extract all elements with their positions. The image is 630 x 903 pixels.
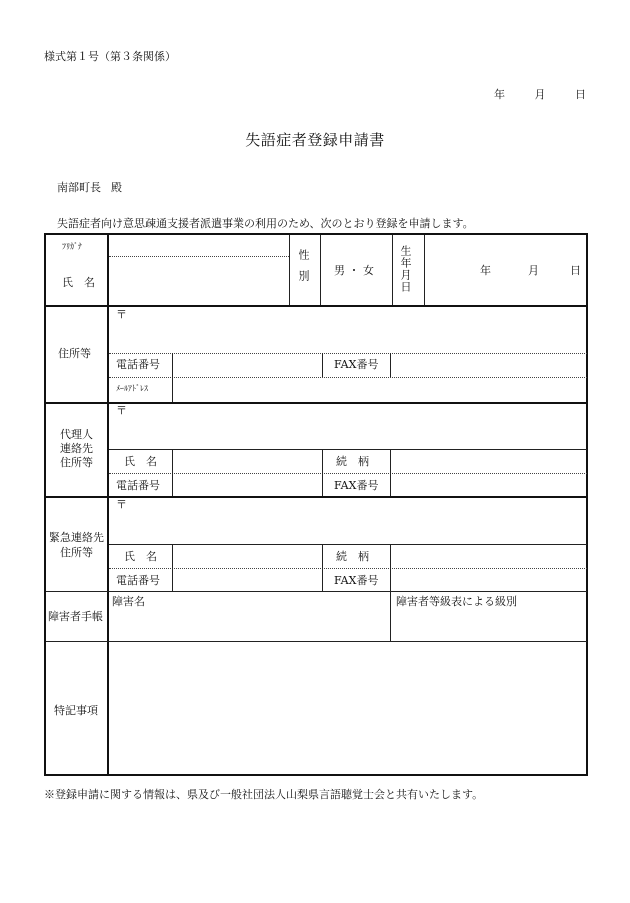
birth-month-label: 月 — [528, 264, 539, 277]
gender-label: 性別 — [297, 249, 310, 291]
addressee-suffix: 殿 — [111, 181, 122, 194]
address-sub-divider — [172, 353, 173, 402]
birth-left-divider — [392, 235, 393, 305]
row-divider-address — [46, 402, 587, 404]
emergency-phone-field[interactable] — [174, 570, 320, 589]
name-field[interactable] — [110, 259, 288, 303]
date-month-label: 月 — [534, 88, 546, 101]
disability-grade-field[interactable] — [394, 609, 586, 639]
row-divider-emergency — [46, 591, 587, 592]
birth-day-label: 日 — [570, 264, 581, 277]
application-form-table — [44, 233, 588, 776]
address-fax-field[interactable] — [392, 355, 586, 375]
intro-text: 失語症者向け意思疎通支援者派遣事業の利用のため、次のとおり登録を申請します。 — [57, 217, 474, 230]
agent-section-label — [46, 428, 107, 470]
gender-right-divider — [320, 235, 321, 305]
emergency-mid-right-divider — [390, 544, 391, 591]
date-year-label: 年 — [494, 88, 505, 101]
emergency-relation-field[interactable] — [392, 546, 586, 566]
furigana-divider — [109, 256, 289, 257]
addressee — [57, 182, 122, 193]
name-label: 氏 名 — [62, 276, 95, 289]
emergency-name-label: 氏 名 — [124, 550, 157, 563]
address-fax-label: FAX番号 — [334, 358, 379, 371]
addressee-name: 南部町長 — [57, 181, 101, 194]
address-fax-left-divider — [322, 353, 323, 377]
emergency-address-field[interactable] — [110, 513, 586, 541]
address-email-field[interactable] — [174, 379, 586, 400]
emergency-relation-label: 続 柄 — [336, 550, 369, 563]
birth-label: 生年月日 — [399, 245, 412, 293]
agent-fax-field[interactable] — [392, 475, 586, 494]
gender-options[interactable]: 男 ・ 女 — [334, 264, 374, 277]
disability-name-field[interactable] — [110, 609, 388, 639]
address-phone-field[interactable] — [174, 355, 320, 375]
emergency-mid-left-divider — [322, 544, 323, 591]
row-divider-agent — [46, 496, 587, 498]
gender-left-divider — [289, 235, 290, 305]
address-email-label: ﾒｰﾙｱﾄﾞﾚｽ — [116, 384, 148, 393]
label-column-divider — [107, 235, 109, 776]
form-number: 様式第１号（第３条関係） — [44, 50, 176, 63]
address-field[interactable] — [110, 323, 586, 351]
agent-label-line3: 住所等 — [60, 456, 93, 469]
birth-right-divider — [424, 235, 425, 305]
row-divider-disability — [46, 641, 587, 642]
address-section-label: 住所等 — [58, 347, 91, 360]
emergency-fax-label: FAX番号 — [334, 574, 379, 587]
disability-section-label: 障害者手帳 — [48, 610, 103, 623]
address-postal-mark: 〒 — [116, 308, 127, 321]
agent-postal-mark: 〒 — [116, 404, 127, 417]
agent-label-line1: 代理人 — [60, 428, 93, 441]
row-divider-name — [46, 305, 587, 307]
disability-grade-label: 障害者等級表による級別 — [396, 595, 517, 608]
emergency-phone-label: 電話番号 — [116, 574, 160, 587]
address-fax-right-divider — [390, 353, 391, 377]
emergency-divider-2 — [109, 568, 587, 569]
agent-phone-field[interactable] — [174, 475, 320, 494]
address-phone-label: 電話番号 — [116, 358, 160, 371]
agent-mid-right-divider — [390, 449, 391, 496]
agent-fax-label: FAX番号 — [334, 479, 379, 492]
agent-name-label: 氏 名 — [124, 455, 157, 468]
notes-field[interactable] — [110, 644, 586, 773]
birth-year-label: 年 — [480, 264, 491, 277]
emergency-fax-field[interactable] — [392, 570, 586, 589]
disability-name-label: 障害名 — [112, 595, 145, 608]
emergency-postal-mark: 〒 — [116, 498, 127, 511]
address-divider-1 — [109, 353, 587, 354]
disability-mid-divider — [390, 591, 391, 641]
agent-address-field[interactable] — [110, 419, 586, 447]
agent-relation-label: 続 柄 — [336, 455, 369, 468]
emergency-section-label — [46, 530, 107, 560]
emergency-name-field[interactable] — [174, 546, 320, 566]
application-date — [494, 89, 586, 100]
footnote: ※登録申請に関する情報は、県及び一般社団法人山梨県言語聴覚士会と共有いたします。 — [44, 788, 484, 801]
address-divider-2 — [109, 377, 587, 378]
agent-relation-field[interactable] — [392, 451, 586, 471]
agent-divider-2 — [109, 473, 587, 474]
agent-name-field[interactable] — [174, 451, 320, 471]
emergency-sub-divider — [172, 544, 173, 591]
emergency-label-line1: 緊急連絡先 — [49, 531, 104, 544]
date-day-label: 日 — [575, 88, 586, 101]
agent-phone-label: 電話番号 — [116, 479, 160, 492]
agent-divider-1 — [109, 449, 587, 450]
furigana-label: ﾌﾘｶﾞﾅ — [62, 242, 82, 251]
birth-date-field[interactable] — [426, 265, 586, 277]
furigana-field[interactable] — [110, 238, 288, 255]
agent-sub-divider — [172, 449, 173, 496]
form-title: 失語症者登録申請書 — [245, 131, 385, 149]
agent-label-line2: 連絡先 — [60, 442, 93, 455]
agent-mid-left-divider — [322, 449, 323, 496]
emergency-label-line2: 住所等 — [60, 546, 93, 559]
notes-section-label: 特記事項 — [54, 704, 98, 717]
emergency-divider-1 — [109, 544, 587, 545]
